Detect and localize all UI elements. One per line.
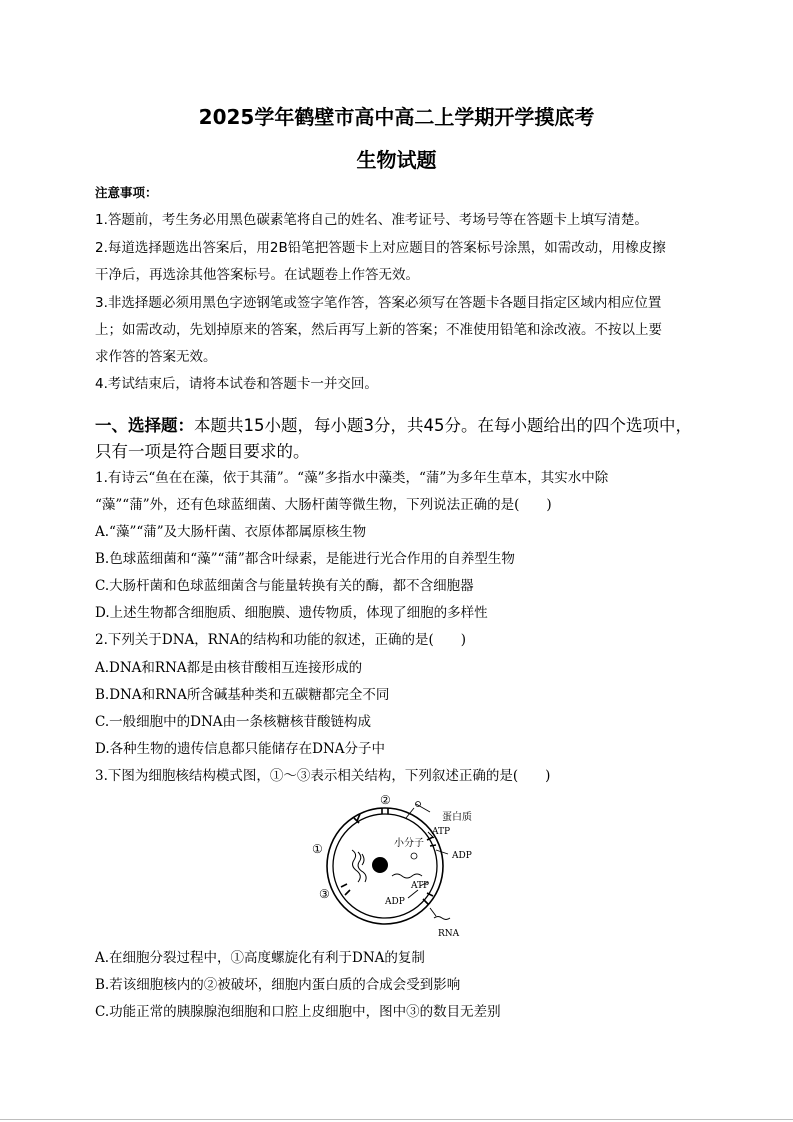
notice-line-3: 干净后，再选涂其他答案标号。在试题卷上作答无效。 (95, 267, 419, 283)
notice-line-5: 上；如需改动，先划掉原来的答案，然后再写上新的答案；不准使用铅笔和涂改液。不按以上要 (95, 322, 662, 338)
nucleolus (372, 857, 388, 873)
q1-option-a: A.“藻”“蒲”及大肠杆菌、衣原体都属原核生物 (95, 524, 367, 540)
label-protein: 蛋白质 (442, 812, 472, 823)
label-1: ① (312, 842, 323, 856)
page-bottom-rule (0, 1119, 793, 1120)
rna-strand-outer (434, 917, 450, 920)
q1-stem-line-1: 1.有诗云“鱼在在藻，依于其蒲”。“藻”多指水中藻类，“蒲”为多年生草本，其实水中除 (95, 470, 609, 486)
nucleus-diagram (310, 790, 490, 940)
label-2: ② (380, 793, 391, 807)
q3-stem: 3.下图为细胞核结构模式图，①～③表示相关结构，下列叙述正确的是( ) (95, 768, 551, 784)
q2-option-a: A.DNA和RNA都是由核苷酸相互连接形成的 (95, 660, 363, 676)
section-heading-line-2: 只有一项是符合题目要求的。 (95, 442, 310, 461)
q1-option-d: D.上述生物都含细胞质、细胞膜、遗传物质，体现了细胞的多样性 (95, 605, 488, 621)
notice-heading: 注意事项： (95, 185, 158, 200)
q2-option-d: D.各种生物的遗传信息都只能储存在DNA分子中 (95, 741, 386, 757)
q2-stem: 2.下列关于DNA，RNA的结构和功能的叙述，正确的是( ) (95, 632, 467, 648)
label-atp-bottom: ATP (411, 881, 430, 891)
section-label: 一、选择题： (95, 416, 194, 435)
label-atp-top: ATP (432, 827, 451, 837)
q1-option-c: C.大肠杆菌和色球蓝细菌含与能量转换有关的酶，都不含细胞器 (95, 578, 474, 594)
q3-option-a: A.在细胞分裂过程中，①高度螺旋化有利于DNA的复制 (95, 950, 425, 966)
notice-line-7: 4.考试结束后，请将本试卷和答题卡一并交回。 (95, 376, 378, 392)
q1-stem-line-2: “藻”“蒲”外，还有色球蓝细菌、大肠杆菌等微生物，下列说法正确的是( ) (95, 497, 552, 513)
notice-line-6: 求作答的答案无效。 (95, 349, 217, 365)
q3-option-b: B.若该细胞核内的②被破坏，细胞内蛋白质的合成会受到影响 (95, 977, 461, 993)
exam-title: 2025学年鹤壁市高中高二上学期开学摸底考 (198, 105, 595, 129)
small-molecule-dot (411, 853, 417, 859)
rna-strand-inner (392, 874, 422, 878)
notice-line-4: 3.非选择题必须用黑色字迹钢笔或签字笔作答，答案必须写在答题卡各题目指定区域内相应位置 (95, 295, 662, 311)
label-rna: RNA (438, 929, 460, 939)
section-heading (95, 412, 692, 436)
q1-option-b: B.色球蓝细菌和“藻”“蒲”都含叶绿素，是能进行光合作用的自养型生物 (95, 551, 515, 567)
label-adp-bottom: ADP (385, 897, 405, 907)
exam-subtitle: 生物试题 (356, 148, 437, 172)
notice-line-1: 1.答题前，考生务必用黑色碳素笔将自己的姓名、准考证号、考场号等在答题卡上填写清楚。 (95, 212, 648, 228)
q2-option-c: C.一般细胞中的DNA由一条核糖核苷酸链构成 (95, 714, 372, 730)
chromatin (352, 850, 366, 882)
q3-option-c: C.功能正常的胰腺腺泡细胞和口腔上皮细胞中，图中③的数目无差别 (95, 1004, 501, 1020)
notice-line-2: 2.每道选择题选出答案后，用2B铅笔把答题卡上对应题目的答案标号涂黑，如需改动，用橡皮擦 (95, 240, 666, 256)
section-desc: 本题共15小题，每小题3分，共45分。在每小题给出的四个选项中， (194, 416, 692, 435)
label-adp-right: ADP (452, 851, 472, 861)
q2-option-b: B.DNA和RNA所含碱基种类和五碳糖都完全不同 (95, 687, 390, 703)
label-3: ③ (319, 887, 330, 901)
label-small-molecule: 小分子 (394, 838, 424, 849)
